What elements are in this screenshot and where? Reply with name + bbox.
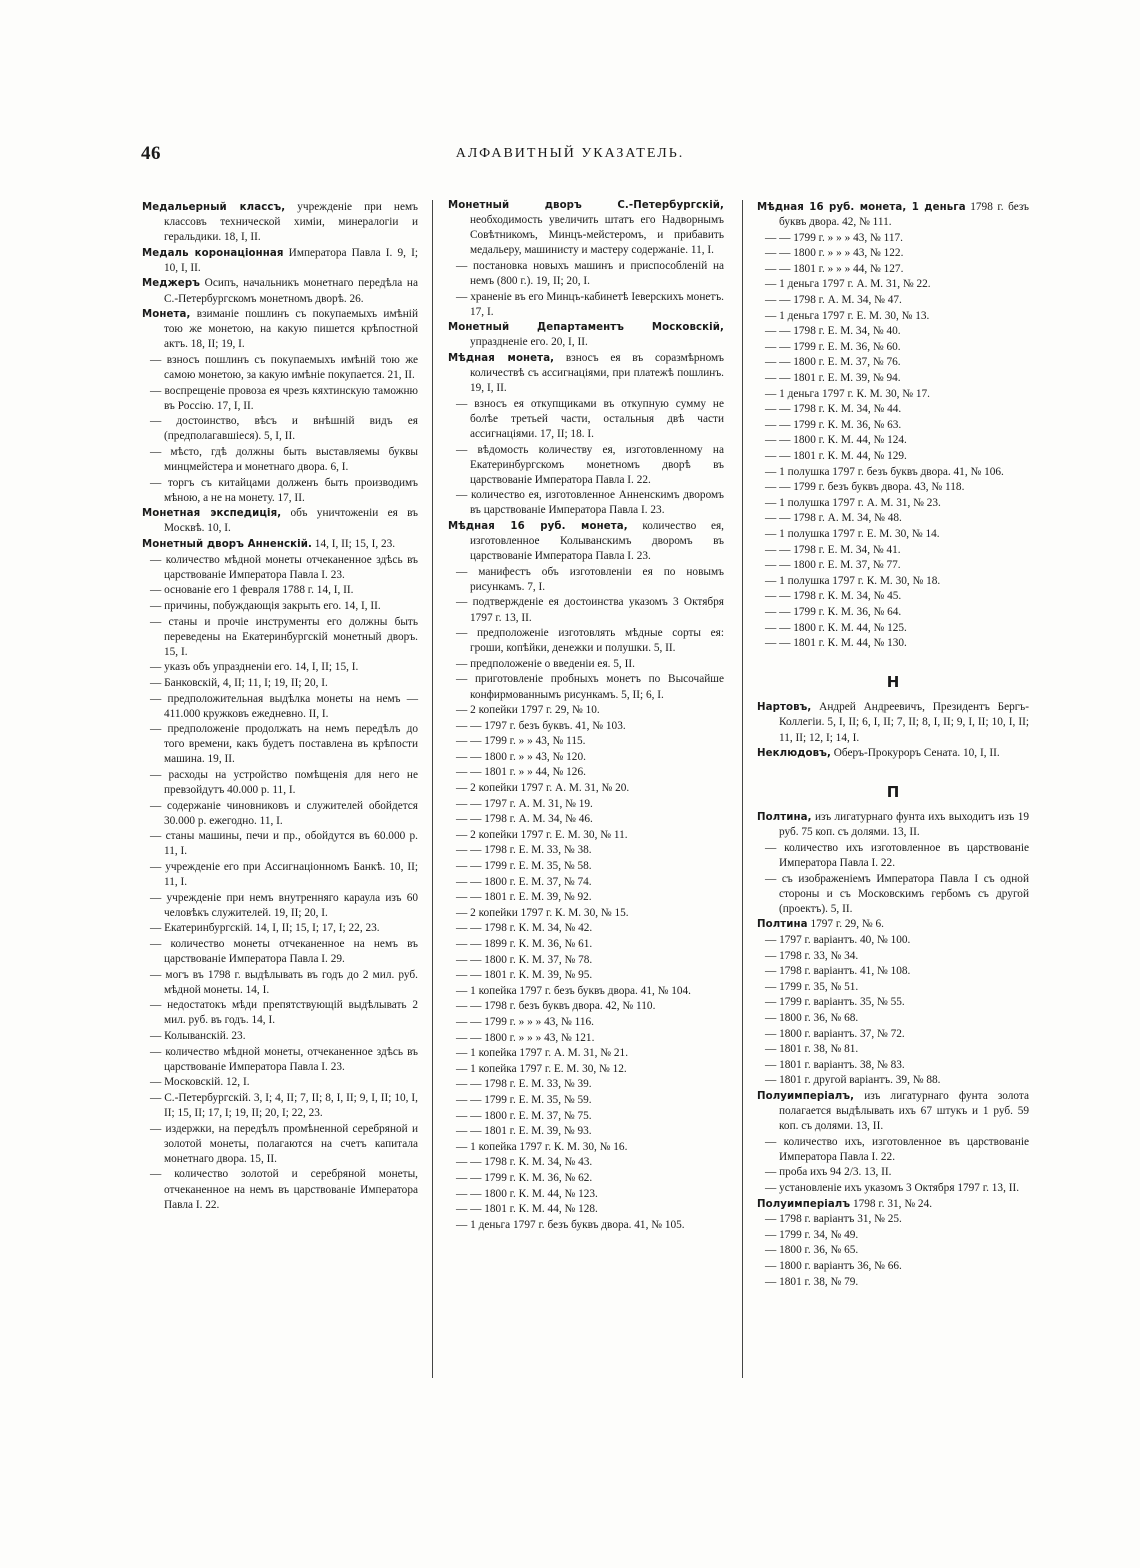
index-subentry xyxy=(757,465,1029,480)
entry-text: — — 1801 г. К. М. 44, № 129. xyxy=(765,450,907,462)
index-subentry xyxy=(757,933,1029,948)
entry-text: — — 1798 г. К. М. 34, № 44. xyxy=(765,403,902,416)
index-subentry xyxy=(757,1228,1029,1243)
index-subentry xyxy=(757,558,1029,573)
entry-text: — 1800 г. 36, № 68. xyxy=(765,1012,859,1024)
entry-text: — 1799 г. 34, № 49. xyxy=(765,1228,859,1241)
index-entry xyxy=(142,246,418,276)
index-subentry xyxy=(448,1031,724,1046)
entry-text: — учрежденіе при немъ внутренняго караула изъ 60 человѣкъ служителей. 19, II; 20, I. xyxy=(150,891,418,919)
running-head: АЛФАВИТНЫЙ УКАЗАТЕЛЬ. xyxy=(455,146,685,161)
entry-text: — приготовленіе пробныхъ монетъ по Высочайше конфирмованнымъ рисункамъ. 5, II; 6, I. xyxy=(456,673,724,701)
index-subentry xyxy=(142,968,418,998)
entry-text: — — 1801 г. » » » 44, № 127. xyxy=(765,262,904,275)
index-subentry xyxy=(142,384,418,414)
entry-text: — 1800 г. варіантъ. 37, № 72. xyxy=(765,1027,905,1040)
entry-text: — — 1801 г. Е. М. 39, № 94. xyxy=(765,372,901,385)
index-entry xyxy=(448,519,724,564)
index-entry xyxy=(142,200,418,245)
index-subentry xyxy=(757,1073,1029,1088)
index-subentry xyxy=(448,781,724,796)
index-subentry xyxy=(142,1029,418,1044)
entry-text: — проба ихъ 94 2/3. 13, II. xyxy=(765,1166,892,1179)
entry-text: — 1 деньга 1797 г. А. М. 31, № 22. xyxy=(765,278,931,291)
entry-heading: Полтина xyxy=(757,919,808,931)
entry-text: — содержаніе чиновниковъ и служителей обойдется 30.000 р. ежегодно. 11, I. xyxy=(150,799,418,827)
index-subentry xyxy=(448,937,724,952)
entry-text: — — 1798 г. А. М. 34, № 48. xyxy=(765,512,902,525)
index-subentry xyxy=(757,511,1029,526)
entry-text: 1797 г. 29, № 6. xyxy=(807,918,884,931)
entry-text: — указъ объ упраздненіи его. 14, I, II; 15, I. xyxy=(150,661,359,674)
entry-text: — установленіе ихъ указомъ 3 Октября 1797 г. 13, II. xyxy=(765,1182,1020,1195)
index-subentry xyxy=(142,676,418,691)
index-subentry xyxy=(757,1243,1029,1258)
entry-text: Андрей Андреевичъ, Президентъ Бергъ-Коллегіи. 5, I, II; 6, I, II; 7, II; 8, I, II; 9, I, II; 10, I, II; 11, II; 12, I; 14, I. xyxy=(779,701,1029,744)
entry-text: — 1 полушка 1797 г. Е. М. 30, № 14. xyxy=(765,527,940,540)
index-subentry xyxy=(448,750,724,765)
index-subentry xyxy=(757,1042,1029,1057)
index-subentry xyxy=(448,906,724,921)
index-entry xyxy=(448,198,724,258)
entry-text: количество ея, изготовленное Колыванскимъ дворомъ въ царствованіе Императора Павла I. 23. xyxy=(470,519,724,563)
index-subentry xyxy=(142,1167,418,1212)
entry-heading: Монетный Департаментъ Московскій, xyxy=(448,322,724,334)
index-subentry xyxy=(142,937,418,967)
index-subentry xyxy=(142,829,418,859)
entry-text: — количество ихъ, изготовленное въ царствованіе Императора Павла I. 22. xyxy=(765,1135,1029,1163)
entry-text: — 1800 г. 36, № 65. xyxy=(765,1244,859,1257)
entry-text: изъ лигатурнаго фунта золота полагается выдѣлывать ихъ 67 штукъ и 1 руб. 59 коп. съ долями. 13, II. xyxy=(779,1089,1029,1133)
page-number: 46 xyxy=(141,143,161,164)
column-rule xyxy=(742,200,743,1378)
index-subentry xyxy=(757,262,1029,277)
entry-text: — — 1798 г. К. М. 34, № 42. xyxy=(456,922,593,935)
index-subentry xyxy=(448,719,724,734)
index-subentry xyxy=(142,921,418,936)
index-subentry xyxy=(448,488,724,518)
entry-text: — — 1801 г. К. М. 44, № 128. xyxy=(456,1203,598,1216)
entry-text: — — 1799 г. » » » 43, № 116. xyxy=(456,1015,594,1028)
entry-text: взиманіе пошлинъ съ покупаемыхъ имѣній тою же монетою, на какую пишется крѣпостной актъ. 18, II; 19, I. xyxy=(164,308,418,351)
index-subentry xyxy=(757,355,1029,370)
entry-text: — достоинство, вѣсъ и внѣшній видъ ея (предполагавшіеся). 5, I, II. xyxy=(150,415,418,443)
index-subentry xyxy=(757,636,1029,651)
entry-text: — количество монеты отчеканенное на немъ въ царствованіе Императора Павла I. 29. xyxy=(150,938,418,966)
entry-heading: Меджеръ xyxy=(142,278,200,290)
entry-text: — — 1801 г. К. М. 39, № 95. xyxy=(456,969,593,982)
entry-text: — 2 копейки 1797 г. 29, № 10. xyxy=(456,704,600,717)
entry-text: — — 1799 г. К. М. 36, № 64. xyxy=(765,605,902,618)
entry-text: — 1800 г. варіантъ 36, № 66. xyxy=(765,1260,902,1272)
index-subentry xyxy=(142,615,418,660)
entry-text: необходимость увеличить штатъ его Надворнымъ Совѣтникомъ, Минцъ-мейстеромъ, и прибавить медальеру, машинисту и мастеру содержаніе. 11, I. xyxy=(470,214,724,257)
entry-text: — — 1801 г. » » 44, № 126. xyxy=(456,766,586,779)
index-subentry xyxy=(757,1011,1029,1026)
index-entry xyxy=(757,1197,1029,1212)
column-rule xyxy=(432,200,433,1378)
index-subentry xyxy=(142,1045,418,1075)
entry-text: — — 1798 г. А. М. 34, № 47. xyxy=(765,294,902,307)
entry-text: — — 1799 г. Е. М. 36, № 60. xyxy=(765,340,901,353)
index-subentry xyxy=(757,480,1029,495)
entry-text: — 1798 г. варіантъ 31, № 25. xyxy=(765,1213,902,1226)
entry-text: — 1 деньга 1797 г. Е. М. 30, № 13. xyxy=(765,309,930,322)
entry-text: — 1797 г. варіантъ. 40, № 100. xyxy=(765,934,911,947)
entry-text: взносъ ея въ соразмѣрномъ количествѣ съ ассигнаціями, при платежѣ пошлинъ. 19, I, II. xyxy=(470,351,724,395)
entry-heading: Монетная экспедиція, xyxy=(142,508,282,520)
entry-heading: Нартовъ, xyxy=(757,702,812,714)
entry-text: — 1799 г. 35, № 51. xyxy=(765,980,859,993)
entry-text: — 1 копейка 1797 г. Е. М. 30, № 12. xyxy=(456,1062,627,1075)
entry-text: — съ изображеніемъ Императора Павла I съ одной стороны и съ Московскимъ гербомъ съ другой (проектъ). 5, II. xyxy=(765,872,1029,915)
entry-text: 1798 г. безъ буквъ двора. 42, № 111. xyxy=(779,201,1029,229)
index-subentry xyxy=(757,1135,1029,1165)
index-subentry xyxy=(757,1181,1029,1196)
index-subentry xyxy=(448,797,724,812)
index-subentry xyxy=(757,496,1029,511)
entry-text: — — 1801 г. Е. М. 39, № 92. xyxy=(456,891,592,904)
entry-text: — Московскій. 12, I. xyxy=(150,1076,250,1089)
index-subentry xyxy=(142,1091,418,1121)
index-subentry xyxy=(142,583,418,598)
entry-heading: Неклюдовъ, xyxy=(757,748,831,760)
index-subentry xyxy=(757,527,1029,542)
entry-text: — — 1797 г. А. М. 31, № 19. xyxy=(456,797,593,810)
index-entry xyxy=(142,537,418,552)
index-subentry xyxy=(448,672,724,702)
entry-text: — 1801 г. 38, № 79. xyxy=(765,1275,859,1288)
entry-text: — 1 полушка 1797 г. безъ буквъ двора. 41, № 106. xyxy=(765,465,1004,478)
entry-heading: Монетный дворъ С.-Петербургскій, xyxy=(448,200,724,211)
entry-text: — 1801 г. 38, № 81. xyxy=(765,1043,859,1056)
entry-text: — — 1799 г. » » 43, № 115. xyxy=(456,735,586,748)
entry-text: упраздненіе его. 20, I, II. xyxy=(470,336,588,349)
entry-text: — — 1799 г. К. М. 36, № 62. xyxy=(456,1171,593,1184)
entry-text: — 2 копейки 1797 г. К. М. 30, № 15. xyxy=(456,906,629,919)
entry-text: — — 1800 г. » » » 43, № 122. xyxy=(765,247,904,260)
index-subentry xyxy=(448,921,724,936)
entry-text: — 1 полушка 1797 г. А. М. 31, № 23. xyxy=(765,496,941,509)
entry-heading: Монета, xyxy=(142,309,191,321)
entry-text: — 2 копейки 1797 г. А. М. 31, № 20. xyxy=(456,782,630,795)
entry-text: учрежденіе при немъ классовъ технической химіи, минералогіи и геральдики. 18, I, II. xyxy=(164,201,418,244)
entry-heading: Мѣдная 16 руб. монета, xyxy=(448,520,628,532)
entry-text: — 1799 г. варіантъ. 35, № 55. xyxy=(765,996,905,1009)
entry-text: — — 1799 г. безъ буквъ двора. 43, № 118. xyxy=(765,481,965,494)
index-subentry xyxy=(757,433,1029,448)
index-column-2 xyxy=(448,198,724,1233)
index-subentry xyxy=(757,543,1029,558)
index-subentry xyxy=(448,1140,724,1155)
entry-heading: Полуимперіалъ xyxy=(757,1198,851,1210)
entry-text: — храненіе въ его Минцъ-кабинетѣ Іеверскихъ монетъ. 17, I. xyxy=(456,290,724,318)
entry-text: — — 1800 г. Е. М. 37, № 75. xyxy=(456,1109,592,1122)
index-subentry xyxy=(448,765,724,780)
index-subentry xyxy=(448,953,724,968)
entry-text: Осипъ, начальникъ монетнаго передѣла на С.-Петербургскомъ монетномъ дворѣ. 26. xyxy=(164,277,418,305)
entry-text: — — 1800 г. К. М. 44, № 123. xyxy=(456,1187,598,1200)
index-entry xyxy=(142,506,418,536)
index-subentry xyxy=(757,872,1029,917)
entry-text: — 1 полушка 1797 г. К. М. 30, № 18. xyxy=(765,574,941,587)
index-subentry xyxy=(448,290,724,320)
index-subentry xyxy=(757,1165,1029,1180)
entry-text: — взносъ пошлинъ съ покупаемыхъ имѣній тою же самою монетою, за какую имѣніе покупается. 21, II. xyxy=(150,353,418,382)
entry-text: — торгъ съ китайцами долженъ быть производимъ мѣною, а не на монету. 17, II. xyxy=(150,476,418,504)
entry-text: — манифестъ объ изготовленіи ея по новымъ рисункамъ. 7, I. xyxy=(456,565,724,593)
entry-text: — — 1797 г. безъ буквъ. 41, № 103. xyxy=(456,719,626,732)
index-subentry xyxy=(142,891,418,921)
entry-text: изъ лигатурнаго фунта ихъ выходитъ изъ 19 руб. 75 коп. съ долями. 13, II. xyxy=(779,811,1029,839)
index-subentry xyxy=(757,980,1029,995)
entry-text: — предположеніе продолжать на немъ передѣлъ до того времени, какъ будетъ поставлена въ крѣпости машина. 19, II. xyxy=(150,723,418,766)
index-subentry xyxy=(448,1077,724,1092)
index-subentry xyxy=(142,1122,418,1167)
entry-text: — — 1800 г. Е. М. 37, № 76. xyxy=(765,356,901,369)
index-entry xyxy=(448,351,724,396)
index-subentry xyxy=(757,841,1029,871)
index-subentry xyxy=(757,246,1029,261)
entry-text: — количество мѣдной монеты, отчеканенное здѣсь въ царствованіе Императора Павла I. 23. xyxy=(150,1045,418,1073)
index-subentry xyxy=(448,1062,724,1077)
entry-text: — количество золотой и серебряной монеты, отчеканенное на немъ въ царствованіе Императора Павла I. 22. xyxy=(150,1168,418,1211)
index-subentry xyxy=(757,340,1029,355)
entry-text: Императора Павла I. 9, I; 10, I, II. xyxy=(164,246,418,274)
index-subentry xyxy=(448,1015,724,1030)
entry-text: — издержки, на передѣлъ промѣненной серебряной и золотой монеты, полагаются на счетъ капитала монетнаго двора. 15, II. xyxy=(150,1122,418,1165)
index-subentry xyxy=(142,476,418,506)
entry-text: — 1801 г. варіантъ. 38, № 83. xyxy=(765,1058,905,1071)
entry-text: — — 1799 г. Е. М. 35, № 58. xyxy=(456,860,592,873)
index-subentry xyxy=(448,703,724,718)
index-subentry xyxy=(757,309,1029,324)
index-subentry xyxy=(448,1046,724,1061)
index-entry xyxy=(757,746,1029,761)
entry-text: — недостатокъ мѣди препятствующій выдѣлывать 2 мил. руб. въ годъ. 14, I. xyxy=(150,999,418,1027)
entry-text: 1798 г. 31, № 24. xyxy=(850,1197,933,1210)
entry-text: — причины, побуждающія закрыть его. 14, I, II. xyxy=(150,599,381,612)
entry-text: — подтвержденіе ея достоинства указомъ 3 Октября 1797 г. 13, II. xyxy=(456,596,724,624)
index-subentry xyxy=(757,1212,1029,1227)
entry-text: — учрежденіе его при Ассигнаціонномъ Банкѣ. 10, II; 11, I. xyxy=(150,861,418,889)
index-subentry xyxy=(448,443,724,488)
index-subentry xyxy=(757,1259,1029,1274)
entry-text: — 1798 г. 33, № 34. xyxy=(765,949,859,962)
index-subentry xyxy=(448,734,724,749)
entry-text: — расходы на устройство помѣщенія для него не превзойдутъ 40.000 р. 11, I. xyxy=(150,768,418,797)
index-subentry xyxy=(142,768,418,798)
entry-text: — 1 копейка 1797 г. безъ буквъ двора. 41, № 104. xyxy=(456,984,691,997)
entry-text: — 1 деньга 1797 г. безъ буквъ двора. 41, № 105. xyxy=(456,1218,685,1231)
entry-heading: Мѣдная 16 руб. монета, 1 деньга xyxy=(757,202,966,213)
entry-text: — воспрещеніе провоза ея чрезъ кяхтинскую таможню въ Россію. 17, I, II. xyxy=(150,384,418,412)
index-subentry xyxy=(757,589,1029,604)
index-subentry xyxy=(757,995,1029,1010)
entry-text: 14, I, II; 15, I, 23. xyxy=(311,538,396,551)
index-subentry xyxy=(757,371,1029,386)
index-subentry xyxy=(448,812,724,827)
entry-text: — — 1799 г. Е. М. 35, № 59. xyxy=(456,1093,592,1106)
entry-text: — — 1798 г. Е. М. 34, № 40. xyxy=(765,325,901,338)
entry-text: — — 1800 г. К. М. 37, № 78. xyxy=(456,953,593,966)
index-subentry xyxy=(448,999,724,1014)
entry-text: — вѣдомость количеству ея, изготовленному на Екатеринбургскомъ монетномъ дворѣ въ царствованіе Императора Павла I. 22. xyxy=(456,443,724,486)
index-subentry xyxy=(448,595,724,625)
index-subentry xyxy=(757,1275,1029,1290)
entry-text: — 1 копейка 1797 г. К. М. 30, № 16. xyxy=(456,1140,628,1153)
index-subentry xyxy=(448,859,724,874)
entry-text: — предположеніе о введеніи ея. 5, II. xyxy=(456,657,635,670)
entry-text: — — 1800 г. » » 43, № 120. xyxy=(456,750,586,763)
index-subentry xyxy=(448,397,724,442)
entry-text: — — 1798 г. Е. М. 33, № 39. xyxy=(456,1078,592,1091)
entry-heading: Монетный дворъ Анненскій. xyxy=(142,539,312,551)
section-letter: П xyxy=(886,783,900,802)
index-subentry xyxy=(448,843,724,858)
entry-text: — станы машины, печи и пр., обойдутся въ 60.000 р. 11, I. xyxy=(150,830,418,858)
index-subentry xyxy=(757,402,1029,417)
entry-text: — предположеніе изготовлять мѣдные сорты ея: гроши, копѣйки, денежки и полушки. 5, II. xyxy=(456,627,724,655)
index-entry xyxy=(142,276,418,306)
entry-heading: Мѣдная монета, xyxy=(448,352,555,364)
index-subentry xyxy=(757,949,1029,964)
index-subentry xyxy=(448,984,724,999)
entry-text: — 2 копейки 1797 г. Е. М. 30, № 11. xyxy=(456,828,628,841)
index-subentry xyxy=(448,657,724,672)
entry-heading: Полтина, xyxy=(757,812,812,824)
index-entry xyxy=(757,810,1029,840)
entry-text: — — 1798 г. Е. М. 34, № 41. xyxy=(765,543,901,556)
index-subentry xyxy=(757,964,1029,979)
index-subentry xyxy=(142,998,418,1028)
index-subentry xyxy=(142,445,418,475)
entry-text: — — 1800 г. Е. М. 37, № 74. xyxy=(456,875,592,888)
entry-text: — 1 копейка 1797 г. А. М. 31, № 21. xyxy=(456,1047,629,1060)
entry-text: — количество ихъ изготовленное въ царствованіе Императора Павла I. 22. xyxy=(765,841,1029,870)
index-column-3 xyxy=(757,200,1029,1290)
entry-text: — — 1800 г. К. М. 44, № 125. xyxy=(765,621,907,634)
entry-text: — С.-Петербургскій. 3, I; 4, II; 7, II; 8, I, II; 9, I, II; 10, I, II; 15, II; 17, I; 19, II; 20, I; 22, 23. xyxy=(150,1091,418,1120)
index-subentry xyxy=(757,605,1029,620)
index-entry xyxy=(757,1089,1029,1134)
entry-text: — — 1800 г. К. М. 44, № 124. xyxy=(765,434,907,447)
index-subentry xyxy=(757,1058,1029,1073)
index-subentry xyxy=(757,231,1029,246)
index-subentry xyxy=(448,1093,724,1108)
entry-text: — — 1798 г. безъ буквъ двора. 42, № 110. xyxy=(456,1000,656,1013)
index-subentry xyxy=(142,860,418,890)
index-subentry xyxy=(757,621,1029,636)
index-subentry xyxy=(142,353,418,383)
index-subentry xyxy=(448,259,724,289)
index-subentry xyxy=(448,565,724,595)
entry-text: — Екатеринбургскій. 14, I, II; 15, I; 17, I; 22, 23. xyxy=(150,922,380,935)
index-subentry xyxy=(757,324,1029,339)
index-subentry xyxy=(142,660,418,675)
entry-text: — основаніе его 1 февраля 1788 г. 14, I, II. xyxy=(150,584,354,597)
entry-text: — — 1798 г. К. М. 34, № 43. xyxy=(456,1156,593,1169)
index-subentry xyxy=(142,414,418,444)
entry-text: — — 1798 г. К. М. 34, № 45. xyxy=(765,590,902,603)
index-entry xyxy=(448,320,724,350)
entry-text: — 1801 г. другой варіантъ. 39, № 88. xyxy=(765,1074,941,1087)
index-column-1 xyxy=(142,200,418,1213)
index-entry xyxy=(142,307,418,352)
entry-text: — — 1800 г. » » » 43, № 121. xyxy=(456,1031,595,1044)
entry-text: — — 1798 г. А. М. 34, № 46. xyxy=(456,813,593,826)
entry-text: — количество мѣдной монеты отчеканенное здѣсь въ царствованіе Императора Павла I. 23. xyxy=(150,553,418,581)
entry-text: — 1798 г. варіантъ. 41, № 108. xyxy=(765,965,911,978)
entry-text: — — 1801 г. Е. М. 39, № 93. xyxy=(456,1125,592,1138)
entry-text: объ уничтоженіи ея въ Москвѣ. 10, I. xyxy=(164,507,418,535)
index-subentry xyxy=(757,1027,1029,1042)
entry-heading: Полуимперіалъ, xyxy=(757,1090,855,1102)
index-entry xyxy=(757,200,1029,230)
entry-text: — — 1801 г. К. М. 44, № 130. xyxy=(765,637,907,650)
index-subentry xyxy=(142,1075,418,1090)
index-subentry xyxy=(448,1218,724,1233)
entry-heading: Медальерный классъ, xyxy=(142,202,286,213)
entry-text: — — 1798 г. Е. М. 33, № 38. xyxy=(456,844,592,857)
index-subentry xyxy=(142,722,418,767)
index-subentry xyxy=(448,890,724,905)
index-subentry xyxy=(142,599,418,614)
entry-text: — станы и прочіе инструменты его должны быть переведены на Екатеринбургскій монетный дворъ. 15, I. xyxy=(150,615,418,658)
index-subentry xyxy=(757,387,1029,402)
index-subentry xyxy=(142,799,418,829)
index-subentry xyxy=(448,1155,724,1170)
entry-text: — постановка новыхъ машинъ и приспособленій на немъ (800 г.). 19, II; 20, I. xyxy=(456,259,724,287)
index-subentry xyxy=(757,418,1029,433)
entry-text: Оберъ-Прокуроръ Сената. 10, I, II. xyxy=(830,747,1000,760)
index-subentry xyxy=(142,553,418,583)
index-subentry xyxy=(448,875,724,890)
entry-heading: Медаль коронаціонная xyxy=(142,247,284,259)
entry-text: — могъ въ 1798 г. выдѣлывать въ годъ до 2 мил. руб. мѣдной монеты. 14, I. xyxy=(150,968,418,996)
entry-text: — — 1799 г. » » » 43, № 117. xyxy=(765,231,903,244)
index-subentry xyxy=(757,293,1029,308)
entry-text: — предположительная выдѣлка монеты на немъ — 411.000 кружковъ ежедневно. II, I. xyxy=(150,692,418,720)
index-entry xyxy=(757,700,1029,745)
index-subentry xyxy=(448,968,724,983)
index-subentry xyxy=(757,449,1029,464)
index-subentry xyxy=(448,1124,724,1139)
index-subentry xyxy=(448,1109,724,1124)
index-subentry xyxy=(757,277,1029,292)
index-subentry xyxy=(448,828,724,843)
index-entry xyxy=(757,917,1029,932)
entry-text: — — 1799 г. К. М. 36, № 63. xyxy=(765,418,902,431)
index-subentry xyxy=(142,692,418,722)
entry-text: — взносъ ея откупщиками въ откупную сумму не болѣе третьей части, остальныя двѣ части ассигнаціями. 17, II; 18. I. xyxy=(456,397,724,440)
index-subentry xyxy=(448,626,724,656)
entry-text: — мѣсто, гдѣ должны быть выставляемы буквы минцмейстера и монетнаго двора. 6, I. xyxy=(150,446,418,474)
entry-text: — — 1899 г. К. М. 36, № 61. xyxy=(456,938,593,950)
index-subentry xyxy=(448,1202,724,1217)
entry-text: — — 1800 г. Е. М. 37, № 77. xyxy=(765,559,901,572)
index-subentry xyxy=(448,1171,724,1186)
section-letter: Н xyxy=(886,673,900,692)
entry-text: — количество ея, изготовленное Анненскимъ дворомъ въ царствованіе Императора Павла I. 23. xyxy=(456,489,724,517)
index-subentry xyxy=(448,1187,724,1202)
entry-text: — Банковскій, 4, II; 11, I; 19, II; 20, I. xyxy=(150,676,328,689)
entry-text: — 1 деньга 1797 г. К. М. 30, № 17. xyxy=(765,387,930,400)
entry-text: — Колыванскій. 23. xyxy=(150,1030,246,1043)
index-subentry xyxy=(757,574,1029,589)
